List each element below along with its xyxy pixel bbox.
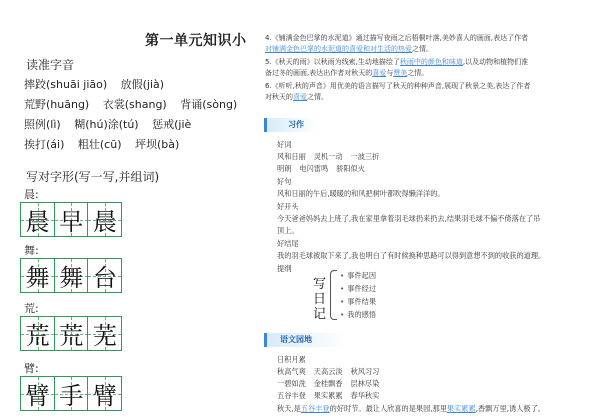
pinyin-item: 坪坝(bà): [135, 138, 180, 151]
page-title: 第一单元知识小: [145, 33, 247, 49]
example-sentence: 秋天,是五谷丰登的好时节。最让人欣喜的是果园,那里果实累累,香飘万里,诱人极了。: [277, 404, 545, 413]
good-words-row-1: 风和日丽 灵机一动 一波三折: [277, 152, 380, 161]
good-sentence: 风和日丽的午后,暖暖的和风把树叶都吹得懒洋洋的。: [277, 189, 445, 198]
highlight-link: 对铺满金色巴掌的水泥道的喜爱和对生活的热爱: [265, 45, 412, 53]
char-group-label: 臂:: [24, 362, 39, 375]
accumulation-label: 日积月累: [277, 355, 306, 364]
pinyin-item: 惩戒(jiè: [152, 118, 192, 131]
char-group-label: 舞:: [24, 244, 39, 257]
pinyin-row-1: [24, 76, 174, 92]
highlight-link: 果实累累: [446, 404, 476, 413]
pinyin-row-2: [24, 96, 247, 112]
pinyin-item: 背诵(sòng): [180, 98, 238, 111]
pinyin-row-4: [24, 136, 189, 152]
outline-item: • 事件经过: [340, 284, 376, 294]
tianzige-cell: 手: [54, 376, 89, 411]
outline-brace: [330, 270, 337, 320]
good-words-row-2: 明朗 电闪雷鸣 骄阳似火: [277, 164, 365, 173]
tianzige-row: [20, 202, 121, 237]
highlight-link: 五谷丰登: [300, 404, 330, 413]
pinyin-item: 摔跤(shuāi jiāo): [24, 78, 108, 91]
outline-label: 提纲: [277, 264, 292, 273]
tianzige-cell: 早: [54, 202, 89, 237]
highlight-link: 秋雨中的颜色和味道: [399, 58, 463, 66]
highlight-link: 喜爱: [293, 93, 307, 101]
section-pinyin-heading: 读准字音: [26, 58, 75, 72]
summary-item-4-cont: 对铺满金色巴掌的水泥道的喜爱和对生活的热爱之情。: [265, 45, 433, 53]
summary-item-5: 5.《秋天的雨》以秋雨为线索,生动地描绘了秋雨中的颜色和味道,以及动物和植物们准: [265, 58, 529, 66]
tianzige-cell: 台: [87, 258, 122, 293]
tianzige-cell: 荒: [20, 316, 55, 351]
tianzige-cell: 臂: [20, 376, 55, 411]
summary-item-4: 4.《铺满金色巴掌的水泥道》通过描写夜雨之后梧桐叶落,美妙喜人的画面,表达了作者: [265, 34, 529, 42]
tianzige-cell: 荒: [54, 316, 89, 351]
tianzige-cell: 舞: [54, 258, 89, 293]
good-opening-line-2: 顶上。: [277, 226, 299, 235]
pinyin-item: 糊(hú)涂(tú): [74, 118, 139, 131]
section-banner-label: 语文园地: [280, 335, 312, 344]
good-words-label: 好词: [277, 140, 292, 149]
char-group-label: 晨:: [24, 188, 39, 201]
good-sentence-label: 好句: [277, 177, 292, 186]
diary-char: 日: [313, 292, 327, 307]
tianzige-cell: 舞: [20, 258, 55, 293]
section-banner-label: 习作: [288, 120, 304, 129]
tianzige-cell: 晨: [87, 202, 122, 237]
pinyin-item: 衣裳(shang): [102, 98, 167, 111]
summary-item-6-cont: 对秋天的喜爱之情。: [265, 93, 328, 101]
highlight-link: 喜爱: [372, 69, 387, 77]
good-ending: 我的羽毛球被取下来了,我也明白了有时候换种思路可以得到意想不到的收获的道理。: [277, 251, 546, 260]
pinyin-row-3: [24, 116, 201, 132]
char-group-label: 荒:: [24, 302, 39, 315]
idiom-row-1: 秋高气爽 天高云淡 秋风习习: [277, 367, 380, 376]
outline-item: • 我的感悟: [340, 310, 376, 320]
pinyin-item: 放假(jià): [120, 78, 165, 91]
good-ending-label: 好结尾: [277, 239, 299, 248]
diary-char: 记: [313, 307, 327, 322]
pinyin-item: 粗壮(cū): [77, 138, 122, 151]
section-write-heading: 写对字形(写一写,并组词): [26, 170, 160, 184]
pinyin-item: 荒野(huāng): [24, 98, 90, 111]
tianzige-cell: 晨: [20, 202, 55, 237]
outline-item: • 事件起因: [340, 271, 376, 281]
good-opening-label: 好开头: [277, 202, 299, 211]
idiom-row-3: 五谷丰登 果实累累 春华秋实: [277, 391, 380, 400]
tianzige-row: [20, 316, 121, 351]
tianzige-row: [20, 376, 121, 411]
pinyin-item: 照例(lì): [24, 118, 61, 131]
good-opening-line-1: 今天爸爸妈妈去上班了,我在家里拿着羽毛球扔来扔去,结果羽毛球不偏不倚落在了吊: [277, 214, 541, 223]
idiom-row-2: 一碧如洗 金桂飘香 层林尽染: [277, 379, 380, 388]
diary-char: 写: [313, 277, 327, 292]
summary-item-5-cont: 备过冬的画面,表达出作者对秋天的喜爱与赞美之情。: [265, 69, 429, 77]
pinyin-item: 挨打(ái): [24, 138, 65, 151]
tianzige-cell: 臂: [87, 376, 122, 411]
tianzige-cell: 芜: [87, 316, 122, 351]
tianzige-row: [20, 258, 121, 293]
summary-item-6: 6.《听听,秋的声音》用优美的语言描写了秋天的种种声音,展现了秋景之美,表达了作者: [265, 82, 531, 90]
outline-item: • 事件结果: [340, 297, 376, 307]
highlight-link: 赞美: [393, 69, 408, 77]
